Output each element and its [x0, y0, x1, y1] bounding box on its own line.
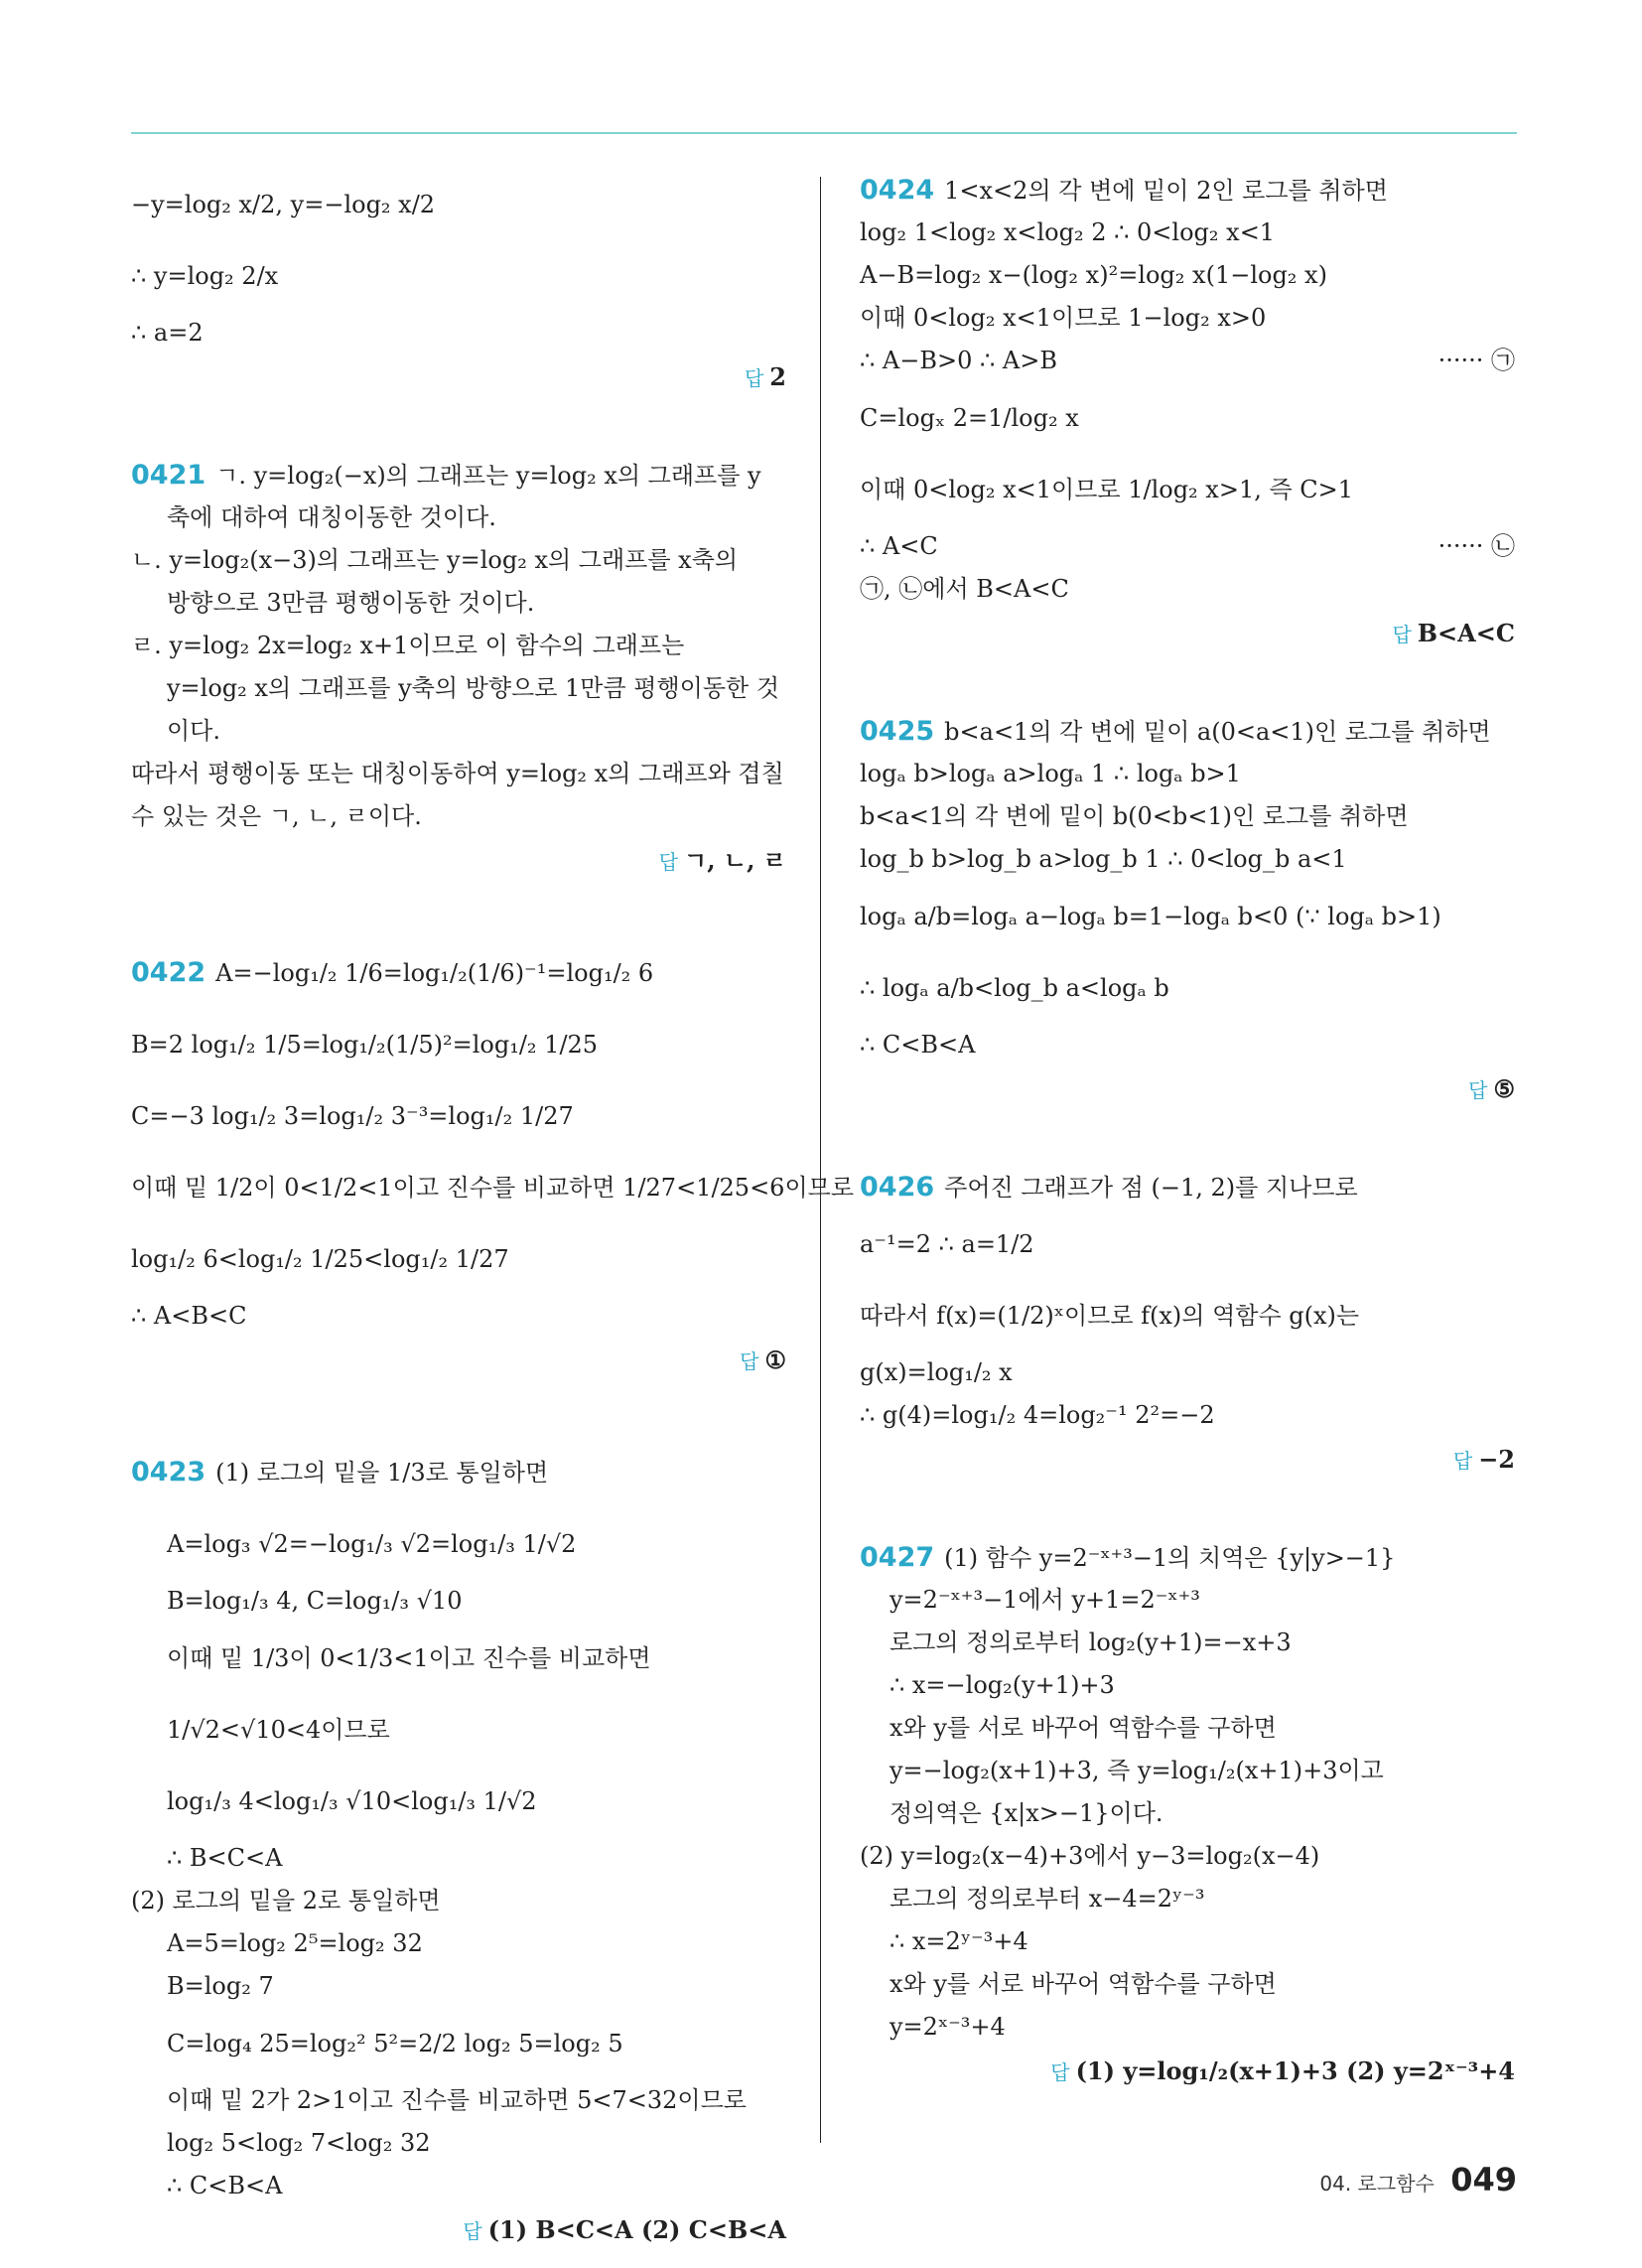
solution-line: [131, 937, 786, 1009]
solution-line: [131, 1295, 786, 1338]
solution-line: [131, 2122, 786, 2165]
problem-number: 0423: [131, 1457, 206, 1488]
solution-line: [131, 710, 786, 753]
solution-line: [131, 1766, 786, 1837]
line-text: y=−log₂(x+1)+3, 즉 y=log₁/₂(x+1)+3이고: [889, 1757, 1384, 1784]
line-text: 이때 밑 1/2이 0<1/2<1이고 진수를 비교하면 1/27<1/25<6이므로: [131, 1174, 855, 1202]
solution-line: [860, 1878, 1515, 1920]
solution-line: [131, 2165, 786, 2207]
line-text: ㄴ. y=log₂(x−3)의 그래프는 y=log₂ x의 그래프를 x축의: [131, 546, 739, 574]
solution-line: [860, 881, 1515, 952]
solution-line: [131, 1965, 786, 2008]
line-text: (1) 로그의 밑을 1/3로 통일하면: [215, 1459, 549, 1487]
line-text: b<a<1의 각 변에 밑이 b(0<b<1)인 로그를 취하면: [860, 802, 1409, 830]
solution-line: [860, 1280, 1515, 1351]
line-text: ∴ g(4)=log₁/₂ 4=log₂⁻¹ 2²=−2: [860, 1401, 1215, 1429]
answer-label: 답: [658, 850, 679, 874]
solution-line: [131, 496, 786, 539]
solution-line: [131, 1694, 786, 1766]
solution-line: [860, 1707, 1515, 1750]
solution-line: [860, 1024, 1515, 1066]
line-text: 방향으로 3만큼 평행이동한 것이다.: [167, 589, 535, 617]
solution-line: [131, 1580, 786, 1623]
solution-line: [860, 169, 1515, 212]
answer-value: B<A<C: [1417, 619, 1515, 647]
line-text: ∴ A<B<C: [131, 1302, 247, 1330]
line-text: ∴ x=2ʸ⁻³+4: [889, 1927, 1028, 1955]
line-text: y=2ˣ⁻³+4: [889, 2013, 1006, 2041]
line-text: B=log₁/₃ 4, C=log₁/₃ √10: [167, 1587, 463, 1615]
line-text: C=−3 log₁/₂ 3=log₁/₂ 3⁻³=log₁/₂ 1/27: [131, 1102, 574, 1130]
reference-mark: ······ ㉡: [1437, 532, 1515, 560]
solution-line: [860, 838, 1515, 881]
column-divider: [820, 177, 821, 2143]
solution-line: [131, 1080, 786, 1152]
solution-line: [131, 1009, 786, 1080]
solution-line: [131, 795, 786, 838]
solution-line: [860, 1835, 1515, 1878]
line-text: 이때 0<log₂ x<1이므로 1−log₂ x>0: [860, 304, 1267, 332]
line-text: ∴ C<B<A: [860, 1031, 976, 1059]
solution-line: [860, 710, 1515, 753]
line-text: (2) y=log₂(x−4)+3에서 y−3=log₂(x−4): [860, 1842, 1320, 1870]
line-text: 로그의 정의로부터 log₂(y+1)=−x+3: [889, 1629, 1292, 1656]
section-gap: [860, 1112, 1515, 1166]
solution-line: [131, 240, 786, 312]
solution-line: [860, 1351, 1515, 1394]
section-gap: [860, 656, 1515, 710]
line-text: ∴ y=log₂ 2/x: [131, 262, 279, 290]
solution-line: [860, 952, 1515, 1024]
solution-line: [131, 2079, 786, 2122]
solution-line: [131, 169, 786, 240]
right-column: [860, 169, 1515, 2094]
line-text: logₐ b>logₐ a>logₐ 1 ∴ logₐ b>1: [860, 760, 1241, 787]
line-text: 수 있는 것은 ㄱ, ㄴ, ㄹ이다.: [131, 802, 422, 830]
line-text: x와 y를 서로 바꾸어 역함수를 구하면: [889, 1714, 1277, 1742]
problem-number: 0421: [131, 460, 206, 491]
answer-label: 답: [1392, 623, 1412, 646]
solution-line: [131, 1880, 786, 1922]
solution-line: [131, 1223, 786, 1295]
line-text: g(x)=log₁/₂ x: [860, 1358, 1013, 1386]
solution-line: [860, 1664, 1515, 1707]
solution-line: [860, 254, 1515, 297]
answer-label: 답: [1452, 1449, 1473, 1473]
solution-line: [860, 795, 1515, 838]
solution-line: [860, 753, 1515, 795]
solution-line: [131, 1437, 786, 1508]
solution-line: [860, 1579, 1515, 1622]
line-text: A=log₃ √2=−log₁/₃ √2=log₁/₃ 1/√2: [167, 1530, 577, 1558]
solution-line: [131, 312, 786, 354]
line-text: 따라서 평행이동 또는 대칭이동하여 y=log₂ x의 그래프와 겹칠: [131, 760, 784, 787]
left-column: [131, 169, 855, 2253]
solution-line: [860, 568, 1515, 611]
answer-line: [860, 1437, 1515, 1483]
header-rule: [131, 132, 1517, 134]
answer-label: 답: [744, 366, 764, 390]
solution-line: [860, 1622, 1515, 1664]
answer-line: [131, 1338, 786, 1383]
line-text: 이때 0<log₂ x<1이므로 1/log₂ x>1, 즉 C>1: [860, 476, 1354, 503]
solution-line: [860, 1208, 1515, 1280]
line-text: 로그의 정의로부터 x−4=2ʸ⁻³: [889, 1885, 1205, 1913]
line-text: ∴ a=2: [131, 319, 204, 347]
line-text: log_b b>log_b a>log_b 1 ∴ 0<log_b a<1: [860, 845, 1347, 873]
problem-number: 0426: [860, 1172, 935, 1203]
solution-line: [860, 1920, 1515, 1963]
solution-line: [131, 454, 786, 496]
answer-label: 답: [740, 1349, 759, 1373]
solution-line: [131, 539, 786, 582]
section-gap: [860, 1483, 1515, 1536]
solution-line: [860, 382, 1515, 454]
answer-label: 답: [463, 2219, 482, 2243]
answer-value: ㄱ, ㄴ, ㄹ: [684, 846, 786, 875]
solution-line: [860, 525, 1515, 568]
line-text: 축에 대하여 대칭이동한 것이다.: [167, 503, 496, 531]
solution-line: [860, 1536, 1515, 1579]
solution-line: [131, 667, 786, 710]
line-text: B=2 log₁/₂ 1/5=log₁/₂(1/5)²=log₁/₂ 1/25: [131, 1031, 599, 1059]
answer-value: 2: [769, 362, 786, 391]
solution-line: [860, 1394, 1515, 1437]
answer-line: [860, 2049, 1515, 2094]
line-text: ∴ logₐ a/b<log_b a<logₐ b: [860, 974, 1169, 1002]
line-text: 이다.: [167, 717, 220, 745]
solution-line: [860, 297, 1515, 340]
solution-line: [860, 454, 1515, 525]
line-text: ㉠, ㉡에서 B<A<C: [860, 575, 1069, 603]
solution-line: [131, 582, 786, 625]
line-text: ∴ A<C: [860, 532, 938, 560]
line-text: (1) 함수 y=2⁻ˣ⁺³−1의 치역은 {y|y>−1}: [944, 1544, 1396, 1572]
solution-line: [131, 1623, 786, 1694]
problem-number: 0424: [860, 175, 935, 206]
reference-mark: ······ ㉠: [1437, 347, 1515, 374]
line-text: C=log₄ 25=log₂² 5²=2/2 log₂ 5=log₂ 5: [167, 2030, 623, 2057]
line-text: 정의역은 {x|x>−1}이다.: [889, 1799, 1163, 1827]
answer-label: 답: [1468, 1078, 1488, 1102]
line-text: y=log₂ x의 그래프를 y축의 방향으로 1만큼 평행이동한 것: [167, 674, 780, 702]
chapter-title: 04. 로그함수: [1319, 2172, 1435, 2196]
solution-line: [131, 625, 786, 667]
solution-line: [860, 1750, 1515, 1792]
line-text: (2) 로그의 밑을 2로 통일하면: [131, 1887, 441, 1914]
section-gap: [131, 1383, 786, 1437]
line-text: A=5=log₂ 2⁵=log₂ 32: [167, 1929, 423, 1957]
line-text: 1/√2<√10<4이므로: [167, 1716, 390, 1744]
line-text: x와 y를 서로 바꾸어 역함수를 구하면: [889, 1970, 1277, 1998]
answer-value: (1) B<C<A (2) C<B<A: [487, 2215, 786, 2244]
answer-value: ①: [764, 1346, 786, 1374]
line-text: 이때 밑 1/3이 0<1/3<1이고 진수를 비교하면: [167, 1644, 651, 1672]
line-text: ∴ x=−log₂(y+1)+3: [889, 1671, 1115, 1699]
line-text: log₁/₂ 6<log₁/₂ 1/25<log₁/₂ 1/27: [131, 1245, 509, 1273]
line-text: b<a<1의 각 변에 밑이 a(0<a<1)인 로그를 취하면: [944, 718, 1491, 746]
page-footer: [1319, 2161, 1517, 2198]
solution-line: [860, 1166, 1515, 1208]
line-text: B=log₂ 7: [167, 1972, 274, 2000]
line-text: log₁/₃ 4<log₁/₃ √10<log₁/₃ 1/√2: [167, 1787, 537, 1815]
line-text: 따라서 f(x)=(1/2)ˣ이므로 f(x)의 역함수 g(x)는: [860, 1302, 1360, 1330]
answer-label: 답: [1050, 2060, 1070, 2084]
answer-line: [860, 1066, 1515, 1112]
line-text: −y=log₂ x/2, y=−log₂ x/2: [131, 191, 436, 218]
line-text: ∴ B<C<A: [167, 1844, 283, 1872]
line-text: 1<x<2의 각 변에 밑이 2인 로그를 취하면: [944, 177, 1388, 205]
answer-value: (1) y=log₁/₂(x+1)+3 (2) y=2ˣ⁻³+4: [1075, 2056, 1515, 2085]
solution-line: [860, 1792, 1515, 1835]
solution-line: [131, 1508, 786, 1580]
answer-line: [860, 611, 1515, 656]
solution-line: [860, 2006, 1515, 2049]
line-text: a⁻¹=2 ∴ a=1/2: [860, 1230, 1034, 1258]
solution-line: [131, 753, 786, 795]
line-text: ㄱ. y=log₂(−x)의 그래프는 y=log₂ x의 그래프를 y: [215, 462, 761, 490]
answer-value: −2: [1478, 1445, 1515, 1474]
line-text: ∴ C<B<A: [167, 2172, 283, 2199]
line-text: log₂ 5<log₂ 7<log₂ 32: [167, 2129, 431, 2157]
section-gap: [131, 400, 786, 454]
line-text: ㄹ. y=log₂ 2x=log₂ x+1이므로 이 함수의 그래프는: [131, 632, 685, 659]
line-text: log₂ 1<log₂ x<log₂ 2 ∴ 0<log₂ x<1: [860, 218, 1276, 246]
line-text: 주어진 그래프가 점 (−1, 2)를 지나므로: [944, 1174, 1358, 1202]
line-text: ∴ A−B>0 ∴ A>B: [860, 347, 1057, 374]
answer-value: ⑤: [1493, 1074, 1515, 1103]
problem-number: 0425: [860, 716, 935, 747]
solution-line: [131, 1837, 786, 1880]
solution-line: [131, 1152, 855, 1223]
solution-line: [131, 1922, 786, 1965]
answer-line: [131, 354, 786, 400]
line-text: A−B=log₂ x−(log₂ x)²=log₂ x(1−log₂ x): [860, 261, 1327, 289]
problem-number: 0422: [131, 957, 206, 988]
solution-line: [131, 2008, 786, 2079]
line-text: C=logₓ 2=1/log₂ x: [860, 404, 1079, 432]
line-text: 이때 밑 2가 2>1이고 진수를 비교하면 5<7<32이므로: [167, 2086, 747, 2114]
answer-line: [131, 838, 786, 884]
solution-line: [860, 340, 1515, 382]
solution-line: [860, 212, 1515, 254]
line-text: logₐ a/b=logₐ a−logₐ b=1−logₐ b<0 (∵ logₐ b>1): [860, 903, 1441, 930]
section-gap: [131, 884, 786, 937]
answer-line: [131, 2207, 786, 2253]
solution-line: [860, 1963, 1515, 2006]
line-text: y=2⁻ˣ⁺³−1에서 y+1=2⁻ˣ⁺³: [889, 1586, 1200, 1614]
page-number: 049: [1450, 2161, 1517, 2198]
line-text: A=−log₁/₂ 1/6=log₁/₂(1/6)⁻¹=log₁/₂ 6: [215, 959, 654, 987]
problem-number: 0427: [860, 1542, 935, 1573]
